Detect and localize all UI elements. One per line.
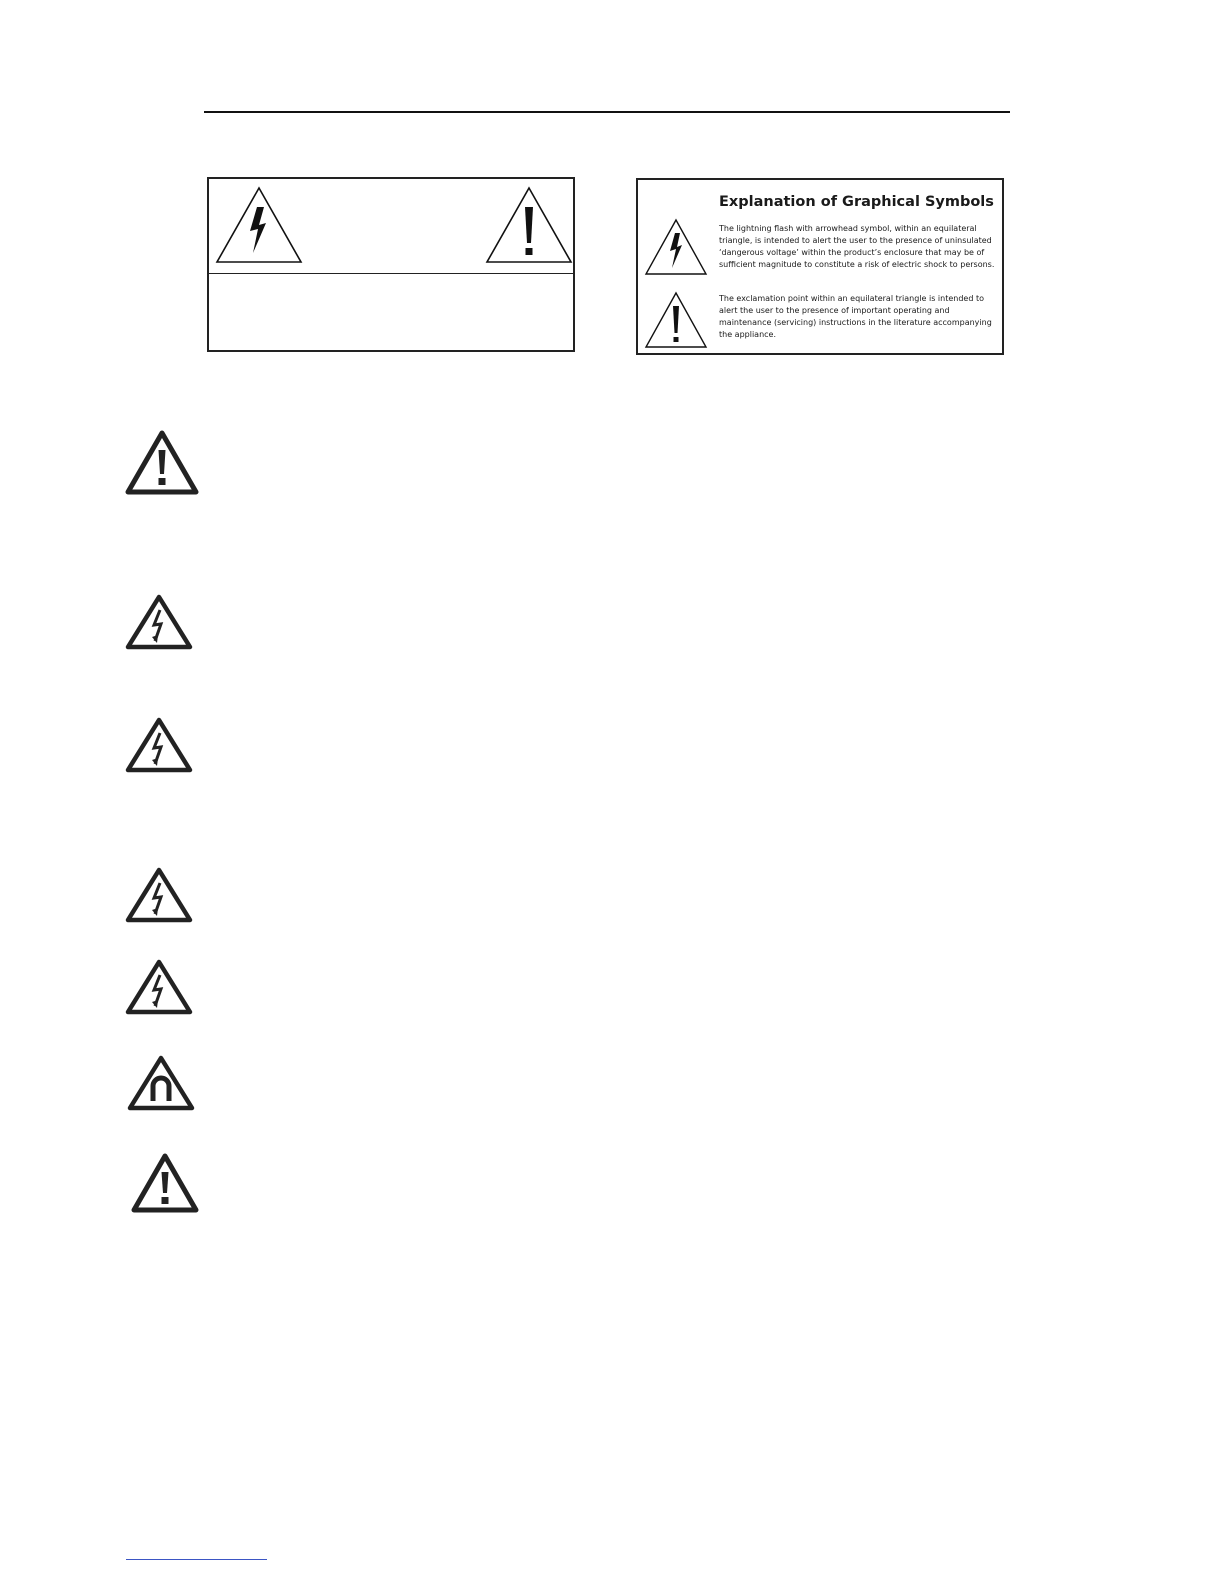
lightning-triangle-icon xyxy=(124,958,194,1016)
magnet-triangle-icon xyxy=(126,1054,196,1112)
header-rule xyxy=(204,111,1010,113)
exclamation-triangle-icon xyxy=(644,291,708,349)
exclamation-triangle-icon xyxy=(124,428,200,496)
exclamation-explanation-text: The exclamation point within an equilateral triangle is intended to alert the user to the presence of important operating and maintenance (servicing) instructions in the literature accompanying the appliance. xyxy=(719,294,992,339)
footer-link-underline[interactable] xyxy=(126,1559,267,1560)
warning-label-divider xyxy=(209,273,573,274)
lightning-explanation-text: The lightning flash with arrowhead symbol, within an equilateral triangle, is intended to alert the user to the presence of uninsulated ‘dangerous voltage’ within the product’s enclosure that may be of sufficient magnitude to constitute a risk of electric shock to persons. xyxy=(719,224,995,269)
lightning-triangle-icon xyxy=(124,866,194,924)
lightning-triangle-icon xyxy=(124,593,194,651)
lightning-triangle-icon xyxy=(644,218,708,276)
symbol-explanation-box xyxy=(636,178,1004,355)
explanation-title: Explanation of Graphical Symbols xyxy=(719,194,994,210)
lightning-triangle-icon xyxy=(214,185,304,265)
warning-label-box xyxy=(207,177,575,352)
lightning-triangle-icon xyxy=(124,716,194,774)
exclamation-triangle-icon xyxy=(484,185,574,265)
exclamation-triangle-icon xyxy=(130,1152,200,1214)
